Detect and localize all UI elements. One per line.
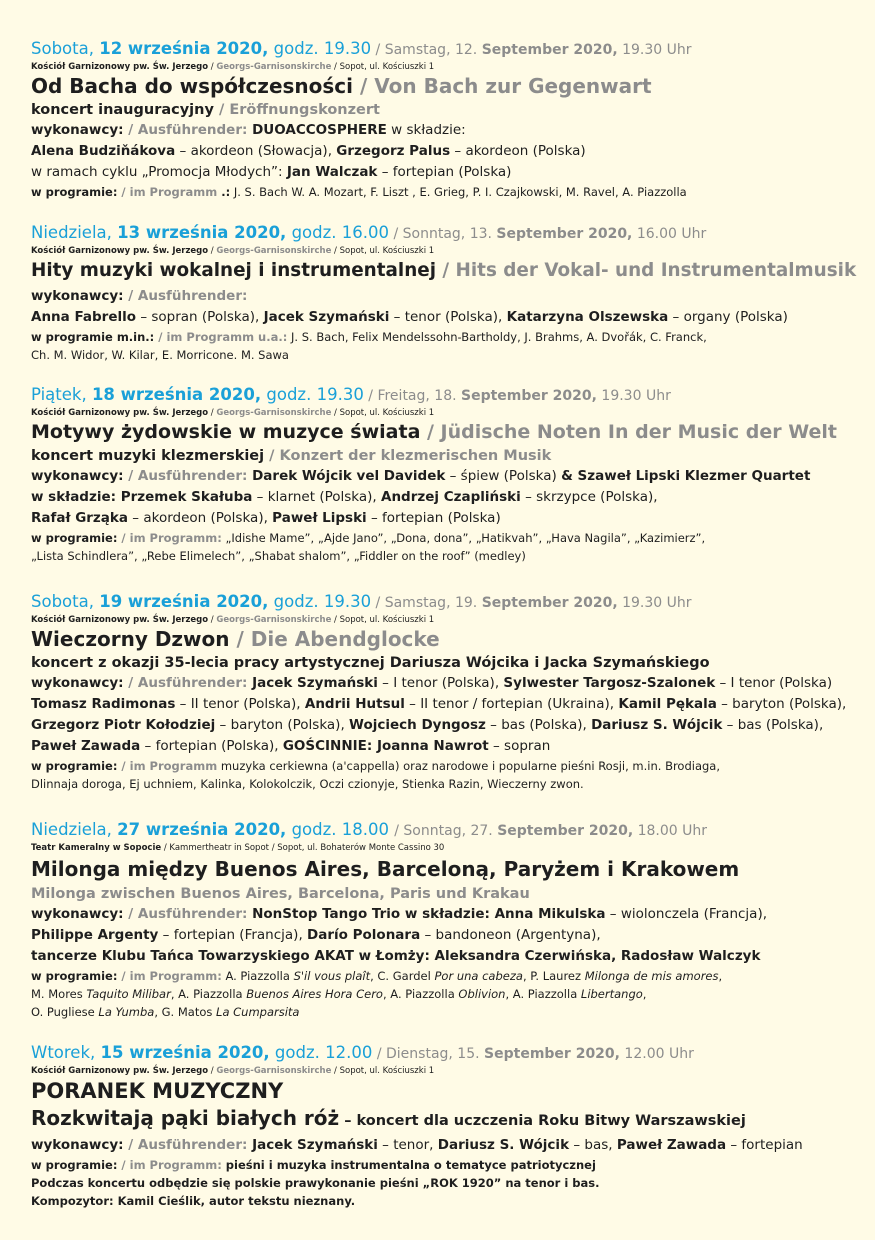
performers-line: Grzegorz Piotr Kołodziej – baryton (Polska), Wojciech Dyngosz – bas (Polska), Dariusz S. Wójcik – bas (Polska), [31, 717, 824, 733]
performers-line: wykonawcy: / Ausführender: Jacek Szymański – I tenor (Polska), Sylwester Targosz-Szalonek – I tenor (Polska) [31, 675, 833, 691]
program-line: w programie m.in.: / im Programm u.a.: J. S. Bach, Felix Mendelssohn-Bartholdy, J. Brahms, A. Dvořák, C. Franck, [31, 330, 707, 344]
event-1 [31, 38, 861, 201]
event-venue: Teatr Kameralny w Sopocie / Kammertheatr in Sopot / Sopot, ul. Bohaterów Monte Cassino 30 [31, 843, 445, 853]
performers-line: wykonawcy: / Ausführender: DUOACCOSPHERE w składzie: [31, 122, 466, 138]
program-line: Ch. M. Widor, W. Kilar, E. Morricone. M. Sawa [31, 348, 289, 362]
event-title: Od Bacha do współczesności / Von Bach zur Gegenwart [31, 74, 652, 98]
event-6 [31, 1042, 861, 1210]
program-line: w programie: / im Programm: „Idishe Mame”, „Ajde Jano”, „Dona, dona”, „Hatikvah”, „Hava Nagila”, „Kazimierz”, [31, 531, 706, 545]
performers-line: wykonawcy: / Ausführender: NonStop Tango Trio w składzie: Anna Mikulska – wiolonczela (Francja), [31, 906, 768, 922]
program-line: w programie: / im Programm: pieśni i muzyka instrumentalna o tematyce patriotycznej [31, 1158, 596, 1172]
event-date-header: Sobota, 19 września 2020, godz. 19.30 / Samstag, 19. September 2020, 19.30 Uhr [31, 592, 692, 611]
performers-line: tancerze Klubu Tańca Towarzyskiego AKAT w Łomży: Aleksandra Czerwińska, Radosław Walczyk [31, 948, 761, 964]
performers-line: Paweł Zawada – fortepian (Polska), GOŚCINNIE: Joanna Nawrot – sopran [31, 738, 551, 754]
event-date-header: Niedziela, 13 września 2020, godz. 16.00 / Sonntag, 13. September 2020, 16.00 Uhr [31, 223, 707, 242]
event-subtitle: koncert z okazji 35-lecia pracy artystycznej Dariusza Wójcika i Jacka Szymańskiego [31, 655, 710, 671]
event-date-header: Piątek, 18 września 2020, godz. 19.30 / Freitag, 18. September 2020, 19.30 Uhr [31, 385, 671, 404]
program-line: „Lista Schindlera”, „Rebe Elimelech”, „Shabat shalom”, „Fiddler on the roof” (medley) [31, 549, 526, 563]
event-date-header: Wtorek, 15 września 2020, godz. 12.00 / Dienstag, 15. September 2020, 12.00 Uhr [31, 1043, 694, 1062]
performers-label-line: wykonawcy: / Ausführender: [31, 288, 248, 304]
performers-line: w składzie: Przemek Skałuba – klarnet (Polska), Andrzej Czapliński – skrzypce (Polska), [31, 489, 658, 505]
performers-line: Anna Fabrello – sopran (Polska), Jacek Szymański – tenor (Polska), Katarzyna Olszewska – organy (Polska) [31, 309, 788, 325]
event-date-header: Sobota, 12 września 2020, godz. 19.30 / Samstag, 12. September 2020, 19.30 Uhr [31, 39, 692, 58]
event-title: Wieczorny Dzwon / Die Abendglocke [31, 627, 440, 651]
performers-line: Philippe Argenty – fortepian (Francja), Darío Polonara – bandoneon (Argentyna), [31, 927, 601, 943]
event-venue: Kościół Garnizonowy pw. Św. Jerzego / Georgs-Garnisonskirche / Sopot, ul. Kościuszki 1 [31, 408, 435, 418]
program-line: w programie: / im Programm .: J. S. Bach W. A. Mozart, F. Liszt , E. Grieg, P. I. Czajkowski, M. Ravel, A. Piazzolla [31, 185, 687, 199]
program-note: Kompozytor: Kamil Cieślik, autor tekstu nieznany. [31, 1194, 356, 1208]
event-title: Milonga między Buenos Aires, Barceloną, Paryżem i Krakowem [31, 857, 740, 881]
event-venue: Kościół Garnizonowy pw. Św. Jerzego / Georgs-Garnisonskirche / Sopot, ul. Kościuszki 1 [31, 246, 435, 256]
program-line: w programie: / im Programm muzyka cerkiewna (a'cappella) oraz narodowe i popularne pieśni Rosji, m.in. Brodiaga, [31, 759, 721, 773]
event-venue: Kościół Garnizonowy pw. Św. Jerzego / Georgs-Garnisonskirche / Sopot, ul. Kościuszki 1 [31, 1066, 435, 1076]
performers-line: Tomasz Radimonas – II tenor (Polska), Andrii Hutsul – II tenor / fortepian (Ukraina), Kamil Pękala – baryton (Polska), [31, 696, 847, 712]
event-title: Rozkwitają pąki białych róż – koncert dla uczczenia Roku Bitwy Warszawskiej [31, 1106, 746, 1130]
event-3 [31, 384, 861, 565]
program-note: Podczas koncertu odbędzie się polskie prawykonanie pieśni „ROK 1920” na tenor i bas. [31, 1176, 600, 1190]
event-subtitle: koncert inauguracyjny / Eröffnungskonzert [31, 102, 380, 118]
event-subtitle: koncert muzyki klezmerskiej / Konzert der klezmerischen Musik [31, 448, 552, 464]
program-line: Dlinnaja doroga, Ej uchniem, Kalinka, Kolokolczik, Oczi czionyje, Stienka Razin, Wieczerny zwon. [31, 777, 584, 791]
series-title: PORANEK MUZYCZNY [31, 1079, 284, 1103]
event-subtitle: Milonga zwischen Buenos Aires, Barcelona, Paris und Krakau [31, 886, 530, 902]
event-2 [31, 222, 861, 364]
event-4 [31, 591, 861, 793]
event-venue: Kościół Garnizonowy pw. Św. Jerzego / Georgs-Garnisonskirche / Sopot, ul. Kościuszki 1 [31, 62, 435, 72]
performers-line: wykonawcy: / Ausführender: Jacek Szymański – tenor, Dariusz S. Wójcik – bas, Paweł Zawada – fortepian [31, 1137, 803, 1153]
program-line: w programie: / im Programm: A. Piazzolla S'il vous plaît, C. Gardel Por una cabeza, P. Laurez Milonga de mis amores, [31, 969, 723, 983]
performers-line: wykonawcy: / Ausführender: Darek Wójcik vel Davidek – śpiew (Polska) & Szaweł Lipski Klezmer Quartet [31, 468, 811, 484]
event-date-header: Niedziela, 27 września 2020, godz. 18.00 / Sonntag, 27. September 2020, 18.00 Uhr [31, 820, 708, 839]
program-line: O. Pugliese La Yumba, G. Matos La Cumparsita [31, 1005, 300, 1019]
event-title: Motywy żydowskie w muzyce świata / Jüdische Noten In der Music der Welt [31, 421, 837, 443]
event-venue: Kościół Garnizonowy pw. Św. Jerzego / Georgs-Garnisonskirche / Sopot, ul. Kościuszki 1 [31, 615, 435, 625]
event-title: Hity muzyki wokalnej i instrumentalnej / Hits der Vokal- und Instrumentalmusik [31, 260, 857, 281]
program-line: M. Mores Taquito Milibar, A. Piazzolla Buenos Aires Hora Cero, A. Piazzolla Oblivion, A. Piazzolla Libertango, [31, 987, 647, 1001]
performers-line: w ramach cyklu „Promocja Młodych”: Jan Walczak – fortepian (Polska) [31, 164, 512, 180]
event-5 [31, 819, 861, 1021]
performers-line: Rafał Grząka – akordeon (Polska), Paweł Lipski – fortepian (Polska) [31, 510, 501, 526]
performers-line: Alena Budziňákova – akordeon (Słowacja), Grzegorz Palus – akordeon (Polska) [31, 143, 586, 159]
